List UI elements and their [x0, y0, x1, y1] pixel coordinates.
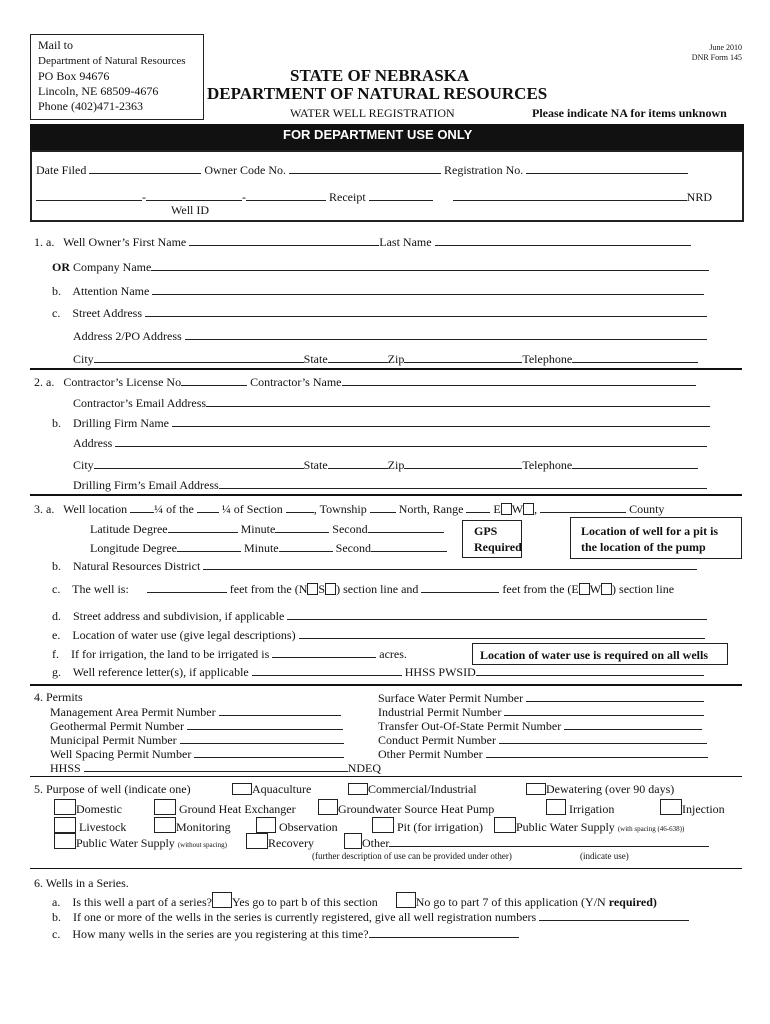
s6-how-many-row: [52, 926, 519, 942]
livestock-checkbox[interactable]: [54, 817, 76, 833]
latitude-minute-label: Minute: [240, 522, 276, 536]
mail-to-city: Lincoln, NE 68509-4676: [38, 84, 159, 98]
form-subtitle: WATER WELL REGISTRATION: [290, 106, 455, 120]
south-checkbox[interactable]: [325, 583, 336, 595]
state-title: STATE OF NEBRASKA: [290, 66, 470, 85]
mail-to-phone: Phone (402)471-2363: [38, 99, 143, 113]
geo-permit-label: Geothermal Permit Number: [50, 719, 184, 733]
department-use-title: FOR DEPARTMENT USE ONLY: [283, 127, 473, 142]
longitude-minute-field[interactable]: [279, 540, 333, 552]
industrial-permit-label: Industrial Permit Number: [378, 705, 502, 719]
longitude-minute-label: Minute: [243, 541, 279, 555]
other-use-field[interactable]: [389, 835, 709, 847]
irrigation-checkbox[interactable]: [546, 799, 566, 815]
s3-d: d.: [52, 609, 61, 623]
owner-code-label: Owner Code No.: [204, 163, 286, 177]
other-option[interactable]: [344, 833, 709, 851]
firm-state-label: State: [303, 458, 328, 472]
pws-nospacing-checkbox[interactable]: [54, 833, 76, 849]
firm-telephone-field[interactable]: [572, 457, 698, 469]
surface-permit-label: Surface Water Permit Number: [378, 691, 524, 705]
water-use-field[interactable]: [299, 627, 705, 639]
latitude-second-field[interactable]: [368, 521, 444, 533]
transfer-permit-label: Transfer Out-Of-State Permit Number: [378, 719, 562, 733]
receipt-field[interactable]: [369, 189, 433, 201]
well-id-row: [36, 189, 712, 205]
s2-city-row: [73, 457, 698, 473]
series-required-label: required): [608, 895, 657, 909]
township-field[interactable]: [370, 501, 396, 513]
section-line-and-label: ) section line and: [336, 582, 419, 596]
conduct-permit-field[interactable]: [499, 732, 707, 744]
county-label: County: [629, 502, 665, 516]
quarter-1-field[interactable]: [130, 501, 154, 513]
west-label: W: [589, 582, 602, 596]
street-address-field[interactable]: [145, 305, 707, 317]
series-yes-label: Yes go to part b of this section: [231, 895, 378, 909]
owner-last-name-field[interactable]: [435, 234, 691, 246]
s6-a: a.: [52, 895, 61, 909]
feet-ns-field[interactable]: [147, 581, 227, 593]
city-field[interactable]: [94, 351, 304, 363]
s3-location-row: [34, 501, 664, 517]
pws-nospacing-option[interactable]: [54, 833, 227, 851]
well-id-field-1[interactable]: [36, 189, 142, 201]
conduct-permit-label: Conduct Permit Number: [378, 733, 496, 747]
further-description-note: (further description of use can be provided under other): [312, 851, 512, 861]
na-note: Please indicate NA for items unknown: [532, 106, 727, 120]
company-name-field[interactable]: [151, 259, 709, 271]
firm-name-label: Drilling Firm Name: [73, 416, 169, 430]
s2-address-row: [73, 435, 707, 451]
owner-first-name-field[interactable]: [189, 234, 379, 246]
series-yes-checkbox[interactable]: [212, 892, 232, 908]
recovery-label: Recovery: [268, 836, 314, 850]
latitude-row: [90, 521, 444, 537]
ndeq-label: NDEQ: [347, 761, 382, 775]
pws-spacing-checkbox[interactable]: [494, 817, 516, 833]
s3-e: e.: [52, 628, 61, 642]
s3-g: g.: [52, 665, 61, 679]
zip-label: Zip: [387, 352, 405, 366]
nrd-label: NRD: [686, 190, 712, 204]
transfer-permit-field[interactable]: [564, 718, 702, 730]
license-label: Contractor’s License No: [63, 375, 182, 389]
pit-note-line2: the location of the pump: [581, 540, 706, 554]
address2-label: Address 2/PO Address: [73, 329, 182, 343]
domestic-label: Domestic: [76, 802, 122, 816]
hhss-pwsid-field[interactable]: [476, 664, 704, 676]
series-no-label: No go to part 7 of this application (Y/N: [415, 895, 606, 909]
s2-number: 2. a.: [34, 375, 55, 389]
form-date: June 2010: [709, 43, 742, 52]
owner-code-field[interactable]: [289, 162, 441, 174]
dash-1: -: [142, 190, 146, 204]
nrd-field[interactable]: [453, 189, 687, 201]
s2-firm-email-row: [73, 477, 707, 493]
hhss-field[interactable]: [84, 760, 348, 772]
injection-label: Injection: [682, 802, 725, 816]
s3-nrd-row: [52, 558, 697, 574]
other-label: Other: [362, 836, 390, 850]
muni-permit-label: Municipal Permit Number: [50, 733, 177, 747]
s1-company-row: [52, 259, 709, 275]
longitude-second-field[interactable]: [371, 540, 447, 552]
commercial-label: Commercial/Industrial: [368, 782, 477, 796]
pws-nospacing-note: (without spacing): [177, 841, 227, 849]
section-field[interactable]: [286, 501, 314, 513]
s1-number: 1. a.: [34, 235, 55, 249]
dewatering-label: Dewatering (over 90 days): [546, 782, 675, 796]
range-w-checkbox[interactable]: [523, 503, 534, 515]
s3-b: b.: [52, 559, 61, 573]
s2-email-row: [73, 395, 710, 411]
s6-b: b.: [52, 910, 61, 924]
zip-field[interactable]: [404, 351, 522, 363]
county-field[interactable]: [540, 501, 626, 513]
registration-no-label: Registration No.: [443, 163, 524, 177]
telephone-label: Telephone: [522, 352, 573, 366]
longitude-degree-field[interactable]: [177, 540, 241, 552]
feet-from-e-label: feet from the (E: [502, 582, 579, 596]
company-name-label: Company Name: [73, 260, 152, 274]
recovery-checkbox[interactable]: [246, 833, 268, 849]
registration-no-field[interactable]: [526, 162, 688, 174]
contractor-email-label: Contractor’s Email Address: [73, 396, 207, 410]
s2-license-row: [34, 374, 696, 390]
south-label: S: [318, 582, 326, 596]
license-field[interactable]: [181, 374, 247, 386]
longitude-label: Longitude Degree: [90, 541, 177, 555]
state-field[interactable]: [328, 351, 388, 363]
firm-zip-label: Zip: [387, 458, 405, 472]
livestock-label: Livestock: [79, 820, 127, 834]
mgmt-permit-label: Management Area Permit Number: [50, 705, 216, 719]
department-use-box: [30, 150, 744, 222]
telephone-field[interactable]: [572, 351, 698, 363]
ground-heat-checkbox[interactable]: [154, 799, 176, 815]
mail-to-po-box: PO Box 94676: [38, 69, 110, 83]
state-label: State: [303, 352, 328, 366]
latitude-minute-field[interactable]: [275, 521, 329, 533]
range-e-checkbox[interactable]: [501, 503, 512, 515]
address2-field[interactable]: [185, 328, 707, 340]
latitude-degree-field[interactable]: [168, 521, 238, 533]
commercial-checkbox[interactable]: [348, 783, 368, 795]
gw-heat-pump-label: Groundwater Source Heat Pump: [338, 802, 495, 816]
firm-zip-field[interactable]: [404, 457, 522, 469]
s3-well-is-row: [52, 581, 674, 597]
attention-field[interactable]: [152, 283, 704, 295]
water-use-label: Location of water use (give legal descriptions): [72, 628, 296, 642]
street-subdivision-label: Street address and subdivision, if applicable: [73, 609, 285, 623]
dash-2: -: [242, 190, 246, 204]
quarter-2-field[interactable]: [197, 501, 219, 513]
s1-owner-row: [34, 234, 691, 250]
s3-irrigation-row: [52, 646, 407, 662]
well-id-field-2[interactable]: [146, 189, 242, 201]
series-no-checkbox[interactable]: [396, 892, 416, 908]
hhss-label: HHSS: [50, 761, 81, 775]
s1-street-row: [52, 305, 707, 321]
firm-telephone-label: Telephone: [522, 458, 573, 472]
north-range-label: North, Range: [398, 502, 464, 516]
ground-heat-label: Ground Heat Exchanger: [179, 802, 296, 816]
irrigation-option[interactable]: [546, 799, 614, 817]
s6-registered-row: [52, 909, 689, 925]
other-permit-label: Other Permit Number: [378, 747, 483, 761]
how-many-field[interactable]: [369, 926, 519, 938]
industrial-permit-field[interactable]: [504, 704, 704, 716]
firm-city-label: City: [73, 458, 94, 472]
quarter-of-label: ¼ of the: [154, 502, 194, 516]
township-label: , Township: [313, 502, 367, 516]
aquaculture-label: Aquaculture: [252, 782, 312, 796]
s1-addr2-row: [73, 328, 707, 344]
contractor-email-field[interactable]: [206, 395, 710, 407]
west-checkbox[interactable]: [601, 583, 612, 595]
geo-permit-field[interactable]: [187, 718, 343, 730]
pit-label: Pit (for irrigation): [397, 820, 483, 834]
injection-option[interactable]: [660, 799, 725, 817]
recovery-option[interactable]: [246, 833, 314, 851]
s2-firm-row: [52, 415, 710, 431]
indicate-use-note: (indicate use): [580, 851, 629, 861]
nrd-district-field[interactable]: [203, 558, 697, 570]
feet-ew-field[interactable]: [421, 581, 499, 593]
injection-checkbox[interactable]: [660, 799, 682, 815]
date-filed-label: Date Filed: [36, 163, 87, 177]
s3-reference-row: [52, 664, 704, 680]
irrigation-label: If for irrigation, the land to be irrigated is: [71, 647, 270, 661]
pit-checkbox[interactable]: [372, 817, 394, 833]
department-title: DEPARTMENT OF NATURAL RESOURCES: [207, 84, 548, 103]
s1-attention-row: [52, 283, 704, 299]
monitoring-checkbox[interactable]: [154, 817, 176, 833]
s3-f: f.: [52, 647, 59, 661]
dewatering-option[interactable]: [526, 782, 674, 797]
gps-label: GPS: [474, 524, 498, 538]
feet-from-n-label: feet from the (N: [229, 582, 308, 596]
mail-to-department: Department of Natural Resources: [38, 55, 186, 67]
s1-city-row: [73, 351, 698, 367]
attention-label: Attention Name: [72, 284, 150, 298]
firm-address-field[interactable]: [115, 435, 707, 447]
firm-email-label: Drilling Firm’s Email Address: [73, 478, 219, 492]
how-many-label: How many wells in the series are you registering at this time?: [72, 927, 369, 941]
reference-field[interactable]: [252, 664, 402, 676]
s3-number: 3. a.: [34, 502, 55, 516]
mail-to-label: Mail to: [38, 38, 73, 52]
latitude-second-label: Second: [332, 522, 368, 536]
pit-note-line1: Location of well for a pit is: [581, 524, 719, 538]
longitude-second-label: Second: [335, 541, 371, 555]
s3-street-row: [52, 608, 707, 624]
form-number: DNR Form 145: [691, 53, 742, 62]
well-id-label: Well ID: [171, 203, 210, 217]
s6-series-row: [52, 892, 657, 910]
commercial-option[interactable]: [348, 782, 477, 797]
domestic-checkbox[interactable]: [54, 799, 76, 815]
range-field[interactable]: [466, 501, 490, 513]
s6-c: c.: [52, 927, 61, 941]
owner-first-name-label: Well Owner’s First Name: [63, 235, 187, 249]
contractor-name-field[interactable]: [342, 374, 696, 386]
well-is-label: The well is:: [72, 582, 129, 596]
or-label: OR: [52, 260, 70, 274]
contractor-name-label: Contractor’s Name: [250, 375, 342, 389]
section-line-label: ) section line: [612, 582, 675, 596]
street-address-label: Street Address: [72, 306, 142, 320]
firm-name-field[interactable]: [172, 415, 710, 427]
spacing-permit-field[interactable]: [194, 746, 344, 758]
nrd-district-label: Natural Resources District: [73, 559, 201, 573]
muni-permit-field[interactable]: [180, 732, 344, 744]
gw-heat-pump-option[interactable]: [318, 799, 494, 817]
pws-spacing-label: Public Water Supply: [516, 820, 615, 834]
s4-title: 4. Permits: [34, 690, 83, 704]
divider-4: [30, 776, 742, 777]
hhss-pwsid-label: HHSS PWSID: [404, 665, 476, 679]
divider-3: [30, 684, 742, 686]
s1-c: c.: [52, 306, 61, 320]
s1-b: b.: [52, 284, 61, 298]
spacing-permit-label: Well Spacing Permit Number: [50, 747, 192, 761]
date-filed-row: [36, 162, 688, 178]
s3-c: c.: [52, 582, 61, 596]
quarter-section-label: ¼ of Section: [221, 502, 283, 516]
ground-heat-option[interactable]: [154, 799, 296, 817]
monitoring-label: Monitoring: [176, 820, 231, 834]
reference-label: Well reference letter(s), if applicable: [72, 665, 249, 679]
other-permit-field[interactable]: [486, 746, 708, 758]
street-subdivision-field[interactable]: [287, 608, 707, 620]
aquaculture-option[interactable]: [232, 782, 311, 797]
longitude-row: [90, 540, 447, 556]
divider-5: [30, 868, 742, 869]
well-location-label: Well location: [63, 502, 128, 516]
divider-1: [30, 368, 742, 370]
divider-2: [30, 494, 742, 496]
pws-nospacing-label: Public Water Supply: [76, 836, 175, 850]
firm-city-field[interactable]: [94, 457, 304, 469]
well-id-field-3[interactable]: [246, 189, 326, 201]
registered-numbers-field[interactable]: [539, 909, 689, 921]
firm-state-field[interactable]: [328, 457, 388, 469]
firm-address-label: Address: [73, 436, 113, 450]
pws-spacing-note: (with spacing (46-638)): [617, 825, 685, 833]
latitude-label: Latitude Degree: [90, 522, 168, 536]
water-use-note: Location of water use is required on all wells: [480, 648, 708, 662]
gps-required-label: Required: [474, 540, 522, 554]
comma: ,: [534, 502, 538, 516]
other-permit-row: [378, 746, 708, 762]
series-question: Is this well a part of a series?: [72, 895, 212, 909]
acres-label: acres.: [379, 647, 407, 661]
s3-water-use-row: [52, 627, 705, 643]
other-checkbox[interactable]: [344, 833, 362, 849]
receipt-label: Receipt: [329, 190, 366, 204]
observation-checkbox[interactable]: [256, 817, 276, 833]
city-label: City: [73, 352, 94, 366]
east-checkbox[interactable]: [579, 583, 590, 595]
hhss-ndeq-row: [50, 760, 381, 776]
firm-email-field[interactable]: [219, 477, 707, 489]
irrigation-purpose-label: Irrigation: [569, 802, 615, 816]
s2-b: b.: [52, 416, 61, 430]
surface-permit-field[interactable]: [526, 690, 704, 702]
s5-title: 5. Purpose of well (indicate one): [34, 782, 191, 796]
aquaculture-checkbox[interactable]: [232, 783, 252, 795]
range-w-label: W: [511, 502, 524, 516]
dewatering-checkbox[interactable]: [526, 783, 546, 795]
owner-last-name-label: Last Name: [379, 235, 432, 249]
range-e-label: E: [493, 502, 501, 516]
irrigated-acres-field[interactable]: [272, 646, 376, 658]
gw-heat-pump-checkbox[interactable]: [318, 799, 338, 815]
date-filed-field[interactable]: [89, 162, 201, 174]
registered-label: If one or more of the wells in the series is currently registered, give all well registration numbers: [73, 910, 537, 924]
observation-label: Observation: [279, 820, 338, 834]
s6-title: 6. Wells in a Series.: [34, 876, 129, 890]
mgmt-permit-field[interactable]: [219, 704, 341, 716]
domestic-option[interactable]: [54, 799, 122, 817]
north-checkbox[interactable]: [307, 583, 318, 595]
